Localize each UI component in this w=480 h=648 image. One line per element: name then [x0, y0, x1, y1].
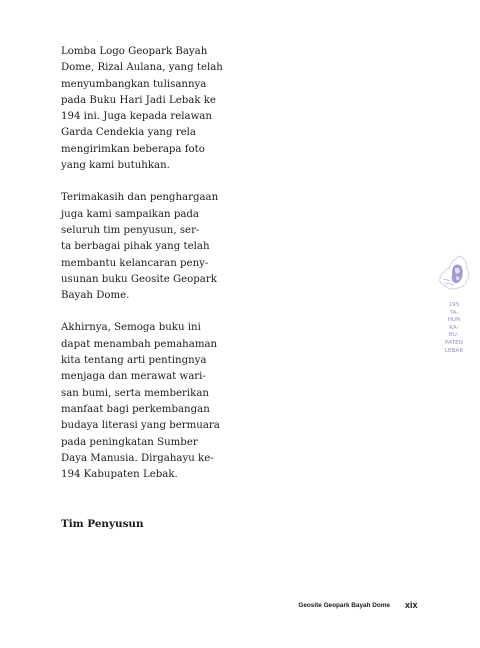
paragraph-thanks: Terimakasih dan penghargaan juga kami sampaikan pada seluruh tim penyusun, ser- ta berbagai pihak yang telah membantu kelancaran peny- usunan buku Geosite Geopark Bayah Dome. [61, 192, 219, 302]
paragraph-closing: Akhirnya, Semoga buku ini dapat menambah pemahaman kita tentang arti pentingnya menjaga dan merawat wari- san bumi, serta memberikan manfaat bagi perkembangan budaya literasi yang bermuara pada peningkatan Sumber Daya Manusia. Dirgahayu ke- 194 Kabupaten Lebak. [61, 322, 220, 481]
footer-book-title: Geosite Geopark Bayah Dome [298, 602, 390, 609]
emblem-caption: 195 TA- HUN KA- BU- PATEN LEBAK [444, 302, 464, 354]
paragraph-acknowledgement: Lomba Logo Geopark Bayah Dome, Rizal Aulana, yang telah menyumbangkan tulisannya pada Buku Hari Jadi Lebak ke 194 ini. Juga kepada relawan Garda Cendekia yang rela mengirimkan beberapa foto yang kami butuhkan. [61, 46, 223, 172]
page-number: xix [405, 600, 418, 610]
lebak-map-emblem-icon [436, 250, 472, 298]
signature: Tim Penyusun [61, 518, 144, 530]
body-text [61, 44, 231, 483]
page-footer [0, 600, 480, 614]
